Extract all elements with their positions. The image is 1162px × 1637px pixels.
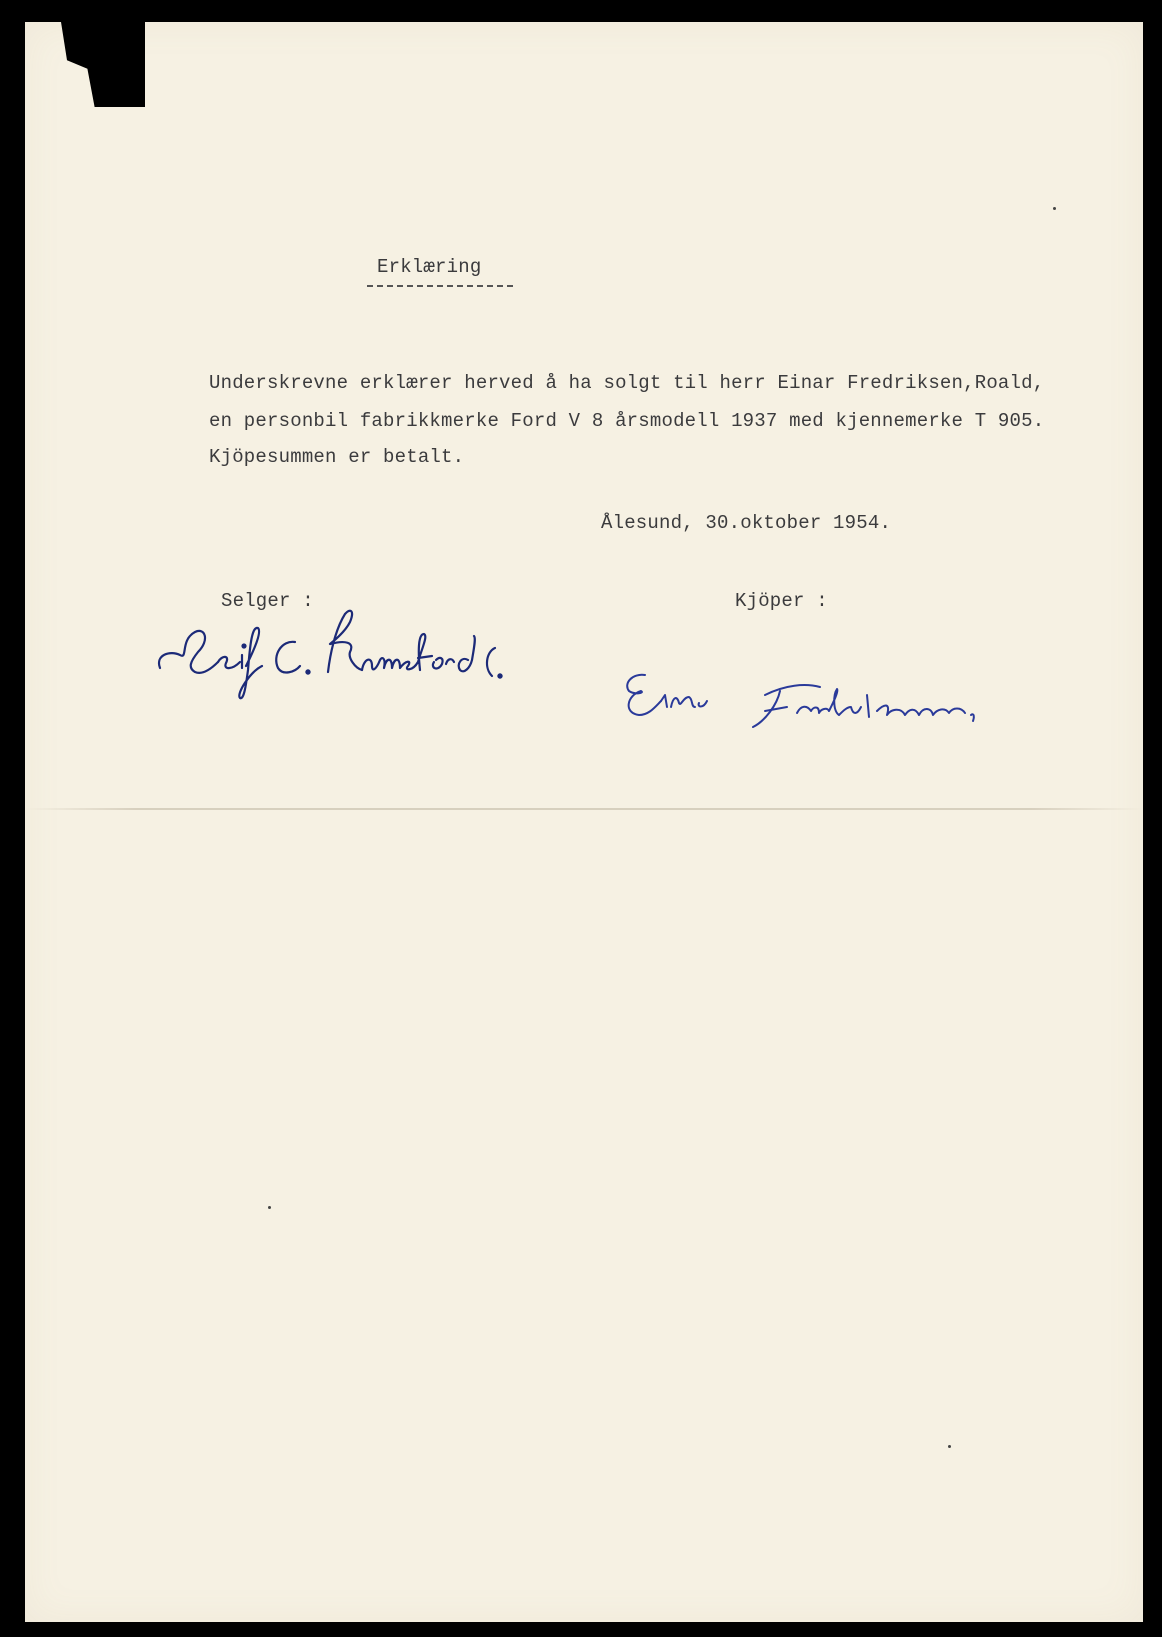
paper-speck	[1053, 207, 1056, 210]
place-and-date: Ålesund, 30.oktober 1954.	[601, 512, 892, 534]
document-title: Erklæring	[377, 256, 482, 278]
buyer-label: Kjöper :	[735, 590, 828, 612]
document-page	[25, 22, 1143, 1622]
paper-speck	[268, 1206, 271, 1209]
body-line-3: Kjöpesummen er betalt.	[209, 446, 465, 468]
paper-speck	[948, 1445, 951, 1448]
seller-signature	[150, 600, 510, 730]
paper-fold-line	[25, 808, 1143, 810]
title-underline	[367, 285, 513, 287]
seller-label: Selger :	[221, 590, 314, 612]
body-line-2: en personbil fabrikkmerke Ford V 8 årsmodell 1937 med kjennemerke T 905.	[209, 410, 1045, 432]
buyer-signature	[615, 655, 1045, 745]
body-line-1: Underskrevne erklærer herved å ha solgt til herr Einar Fredriksen,Roald,	[209, 372, 1045, 394]
